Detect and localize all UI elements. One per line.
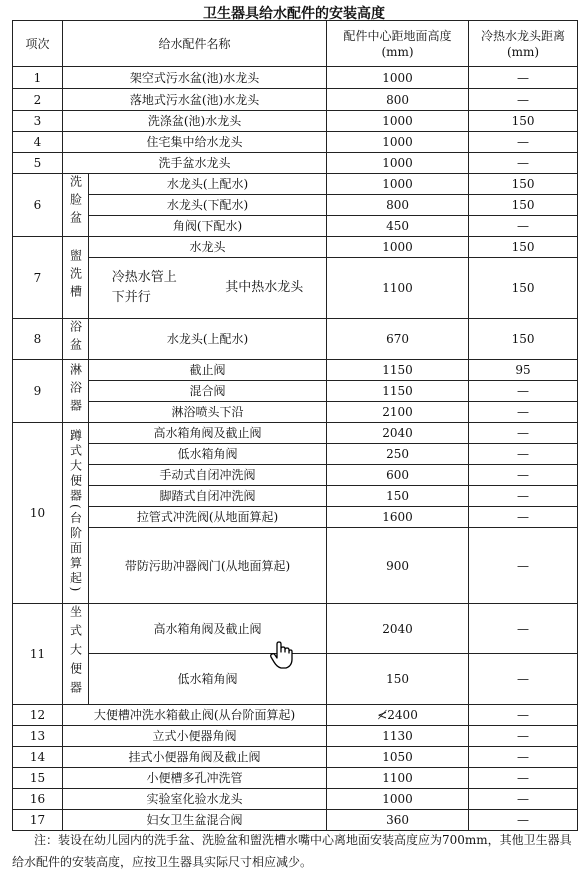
page-title: 卫生器具给水配件的安装高度 — [203, 6, 385, 22]
table-row — [13, 402, 578, 423]
row-name: 脚踏式自闭冲洗阀 — [89, 486, 327, 507]
row-distance: 150 — [469, 319, 578, 360]
row-height: 1150 — [327, 381, 469, 402]
row-distance: — — [469, 132, 578, 153]
table-row — [13, 258, 578, 319]
hand-pointer-icon — [268, 640, 296, 670]
row-height: ≮2400 — [327, 705, 469, 726]
row-name: 小便槽多孔冲洗管 — [63, 768, 327, 789]
row-height: 150 — [327, 654, 469, 705]
row-name: 水龙头(上配水) — [89, 174, 327, 195]
row-name: 架空式污水盆(池)水龙头 — [63, 67, 327, 89]
row-distance: 150 — [469, 237, 578, 258]
row-distance: — — [469, 507, 578, 528]
table-row — [13, 132, 578, 153]
header-distance: 冷热水龙头距离 (mm) — [469, 21, 578, 67]
row-name: 角阀(下配水) — [89, 216, 327, 237]
row-height: 900 — [327, 528, 469, 604]
table-row — [13, 153, 578, 174]
installation-height-table — [12, 20, 578, 831]
row-height: 1130 — [327, 726, 469, 747]
row-name: 手动式自闭冲洗阀 — [89, 465, 327, 486]
row-height: 800 — [327, 195, 469, 216]
row-height: 250 — [327, 444, 469, 465]
row-name: 水龙头(下配水) — [89, 195, 327, 216]
row-height: 1600 — [327, 507, 469, 528]
row-distance: — — [469, 604, 578, 654]
table-row — [13, 768, 578, 789]
row-distance: — — [469, 654, 578, 705]
row-name: 落地式污水盆(池)水龙头 — [63, 89, 327, 111]
row-name: 截止阀 — [89, 360, 327, 381]
table-row — [13, 705, 578, 726]
row-height: 1050 — [327, 747, 469, 768]
row-distance: — — [469, 747, 578, 768]
row-distance: — — [469, 726, 578, 747]
row-name: 水龙头(上配水) — [89, 319, 327, 360]
row-no: 6 — [13, 174, 63, 237]
row-height: 800 — [327, 89, 469, 111]
row-height: 2040 — [327, 423, 469, 444]
row-height: 450 — [327, 216, 469, 237]
table-row — [13, 444, 578, 465]
table-row — [13, 89, 578, 111]
row-name: 拉管式冲洗阀(从地面算起) — [89, 507, 327, 528]
group-label: 蹲式大便器(台阶面算起) — [63, 423, 89, 604]
row-distance: — — [469, 444, 578, 465]
table-row — [13, 174, 578, 195]
header-no: 项次 — [13, 21, 63, 67]
row-height: 1000 — [327, 67, 469, 89]
table-row — [13, 789, 578, 810]
group-label: 淋浴器 — [63, 360, 89, 423]
row-height: 670 — [327, 319, 469, 360]
row-no: 10 — [13, 423, 63, 604]
table-row — [13, 423, 578, 444]
table-row — [13, 507, 578, 528]
row-height: 2100 — [327, 402, 469, 423]
row-no: 2 — [13, 89, 63, 111]
table-row — [13, 726, 578, 747]
row-distance: — — [469, 381, 578, 402]
row-name: 大便槽冲洗水箱截止阀(从台阶面算起) — [63, 705, 327, 726]
row-distance: — — [469, 705, 578, 726]
table-row — [13, 528, 578, 604]
row-name: 低水箱角阀 — [89, 444, 327, 465]
row-no: 11 — [13, 604, 63, 705]
row-height: 1100 — [327, 768, 469, 789]
row-distance: 95 — [469, 360, 578, 381]
row-name: 妇女卫生盆混合阀 — [63, 810, 327, 831]
row-name: 水龙头 — [89, 237, 327, 258]
row-name: 低水箱角阀 — [89, 654, 327, 705]
row-no: 8 — [13, 319, 63, 360]
row-distance: 150 — [469, 195, 578, 216]
row-no: 5 — [13, 153, 63, 174]
row-name-part: 冷热水管上下并行 — [111, 270, 177, 305]
row-distance: — — [469, 402, 578, 423]
row-distance: — — [469, 67, 578, 89]
header-name: 给水配件名称 — [63, 21, 327, 67]
row-no: 7 — [13, 237, 63, 319]
row-name: 混合阀 — [89, 381, 327, 402]
row-distance: 150 — [469, 258, 578, 319]
row-height: 1000 — [327, 132, 469, 153]
table-row — [13, 360, 578, 381]
table-row — [13, 810, 578, 831]
table-row — [13, 111, 578, 132]
row-distance: — — [469, 216, 578, 237]
table-header-row — [13, 21, 578, 67]
row-no: 14 — [13, 747, 63, 768]
row-name: 住宅集中给水龙头 — [63, 132, 327, 153]
row-height: 360 — [327, 810, 469, 831]
row-height: 1150 — [327, 360, 469, 381]
row-distance: — — [469, 768, 578, 789]
table-row — [13, 381, 578, 402]
table-row — [13, 216, 578, 237]
row-distance: — — [469, 423, 578, 444]
row-height: 1100 — [327, 258, 469, 319]
group-label: 坐式大便器 — [63, 604, 89, 705]
row-height: 600 — [327, 465, 469, 486]
row-distance: 150 — [469, 111, 578, 132]
row-name: 立式小便器角阀 — [63, 726, 327, 747]
group-label: 洗脸盆 — [63, 174, 89, 237]
row-no: 15 — [13, 768, 63, 789]
table-row — [13, 747, 578, 768]
table-row — [13, 486, 578, 507]
row-no: 9 — [13, 360, 63, 423]
row-distance: — — [469, 789, 578, 810]
row-distance: — — [469, 465, 578, 486]
row-distance: — — [469, 89, 578, 111]
row-no: 16 — [13, 789, 63, 810]
row-name: 实验室化验水龙头 — [63, 789, 327, 810]
row-name: 高水箱角阀及截止阀 — [89, 423, 327, 444]
row-height: 1000 — [327, 153, 469, 174]
table-row — [13, 319, 578, 360]
table-row — [13, 67, 578, 89]
group-label: 浴盆 — [63, 319, 89, 360]
row-height: 1000 — [327, 789, 469, 810]
header-height: 配件中心距地面高度 (mm) — [327, 21, 469, 67]
row-name: 洗手盆水龙头 — [63, 153, 327, 174]
row-distance: — — [469, 153, 578, 174]
row-no: 17 — [13, 810, 63, 831]
row-distance: — — [469, 528, 578, 604]
group-label: 盥洗槽 — [63, 237, 89, 319]
table-footnote: 注：装设在幼儿园内的洗手盆、洗脸盆和盥洗槽水嘴中心离地面安装高度应为700mm，其他卫生器具给水配件的安装高度，应按卫生器具实际尺寸相应减少。 — [12, 833, 572, 869]
row-name: 高水箱角阀及截止阀 — [89, 604, 327, 654]
row-no: 13 — [13, 726, 63, 747]
table-row — [13, 195, 578, 216]
row-no: 3 — [13, 111, 63, 132]
row-height: 1000 — [327, 237, 469, 258]
row-no: 1 — [13, 67, 63, 89]
table-row — [13, 465, 578, 486]
row-height: 150 — [327, 486, 469, 507]
row-name-part: 其中热水龙头 — [225, 280, 304, 295]
row-name — [89, 258, 327, 319]
row-distance: — — [469, 810, 578, 831]
row-name: 淋浴喷头下沿 — [89, 402, 327, 423]
row-distance: — — [469, 486, 578, 507]
row-height: 2040 — [327, 604, 469, 654]
row-name: 洗涤盆(池)水龙头 — [63, 111, 327, 132]
row-no: 12 — [13, 705, 63, 726]
row-height: 1000 — [327, 111, 469, 132]
row-distance: 150 — [469, 174, 578, 195]
row-name: 挂式小便器角阀及截止阀 — [63, 747, 327, 768]
table-row — [13, 237, 578, 258]
row-no: 4 — [13, 132, 63, 153]
row-height: 1000 — [327, 174, 469, 195]
row-name: 带防污助冲器阀门(从地面算起) — [89, 528, 327, 604]
